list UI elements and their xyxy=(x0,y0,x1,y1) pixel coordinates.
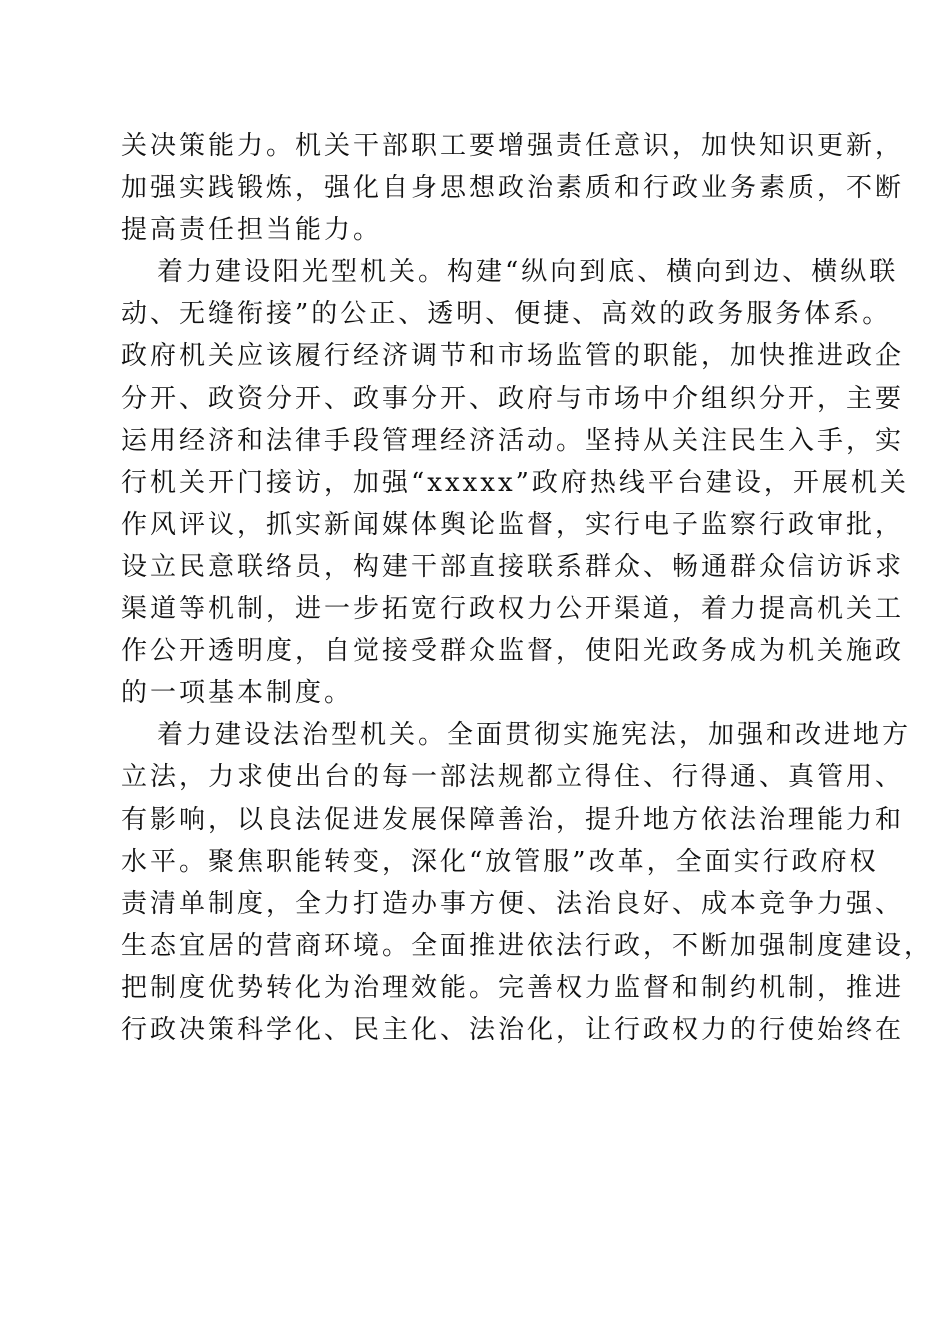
text-line: 行政决策科学化、民主化、法治化，让行政权力的行使始终在 xyxy=(121,1014,905,1045)
text-line: 责清单制度，全力打造办事方便、法治良好、成本竞争力强、 xyxy=(121,888,905,919)
text-line: 关决策能力。机关干部职工要增强责任意识，加快知识更新， xyxy=(121,131,905,161)
text-line: 着力建设阳光型机关。构建“纵向到底、横向到边、横纵联 xyxy=(157,257,899,288)
text-line: 政府机关应该履行经济调节和市场监管的职能，加快推进政企 xyxy=(121,341,905,372)
text-line: 着力建设法治型机关。全面贯彻实施宪法，加强和改进地方 xyxy=(157,720,912,751)
text-line: 的一项基本制度。 xyxy=(121,678,354,709)
text-line: 运用经济和法律手段管理经济活动。坚持从关注民生入手，实 xyxy=(121,425,905,456)
text-line: 行机关开门接访，加强“xxxxx”政府热线平台建设，开展机关 xyxy=(121,467,909,498)
text-line: 有影响，以良法促进发展保障善治，提升地方依法治理能力和 xyxy=(121,804,905,835)
text-line: 立法，力求使出台的每一部法规都立得住、行得通、真管用、 xyxy=(121,762,905,793)
text-line: 加强实践锻炼，强化自身思想政治素质和行政业务素质，不断 xyxy=(121,173,905,204)
text-line: 动、无缝衔接”的公正、透明、便捷、高效的政务服务体系。 xyxy=(121,299,892,330)
text-line: 提高责任担当能力。 xyxy=(121,215,383,246)
text-line: 渠道等机制，进一步拓宽行政权力公开渠道，着力提高机关工 xyxy=(121,594,905,625)
text-line: 作公开透明度，自觉接受群众监督，使阳光政务成为机关施政 xyxy=(121,636,905,667)
text-line: 生态宜居的营商环境。全面推进依法行政，不断加强制度建设， xyxy=(121,930,934,961)
body-text xyxy=(121,125,934,1051)
paragraph xyxy=(121,714,934,1051)
text-line: 作风评议，抓实新闻媒体舆论监督，实行电子监察行政审批， xyxy=(121,509,905,540)
text-line: 水平。聚焦职能转变，深化“放管服”改革，全面实行政府权 xyxy=(121,846,879,877)
paragraph xyxy=(121,125,905,251)
text-line: 设立民意联络员，构建干部直接联系群众、畅通群众信访诉求 xyxy=(121,551,905,582)
text-line: 分开、政资分开、政事分开、政府与市场中介组织分开，主要 xyxy=(121,383,905,414)
text-line: 把制度优势转化为治理效能。完善权力监督和制约机制，推进 xyxy=(121,972,905,1003)
paragraph xyxy=(121,251,909,714)
